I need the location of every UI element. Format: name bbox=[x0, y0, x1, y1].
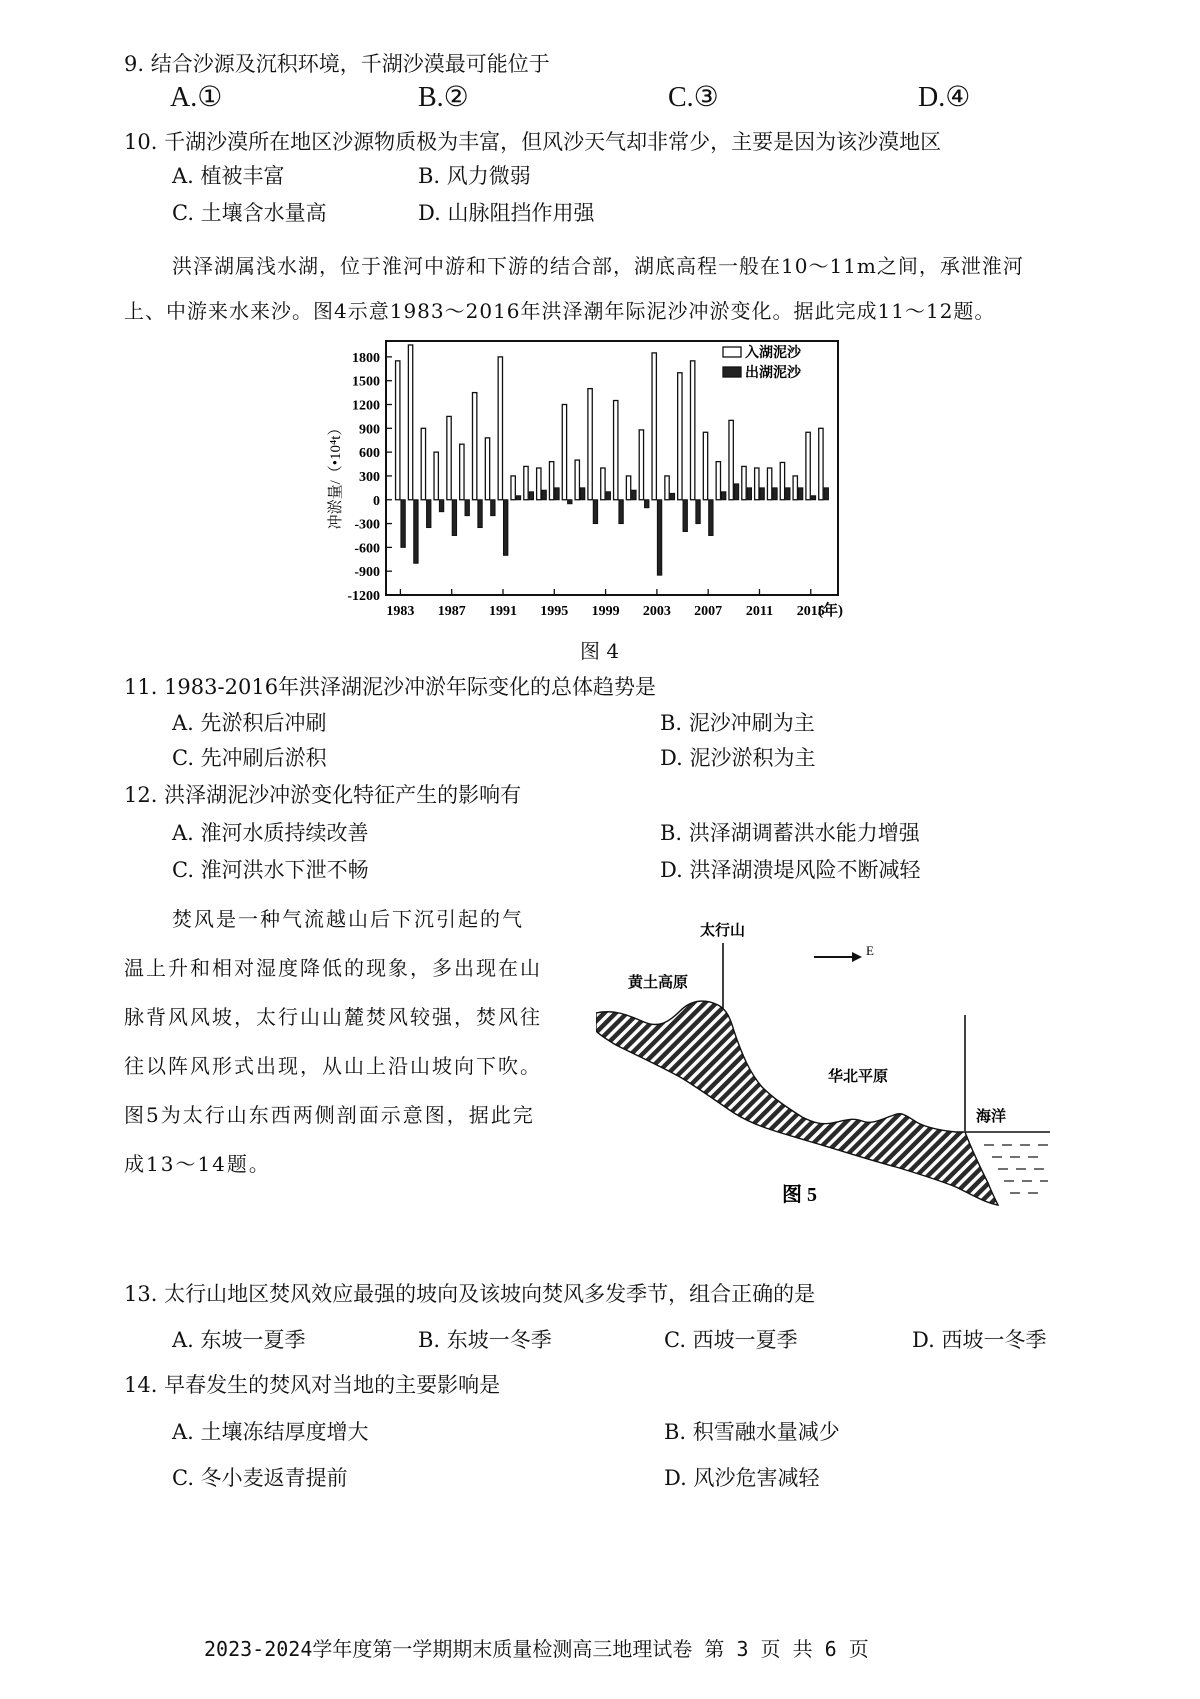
x-tick-label: 2011 bbox=[745, 604, 774, 619]
legend-label-out: 出湖泥沙 bbox=[745, 366, 801, 381]
bar-in-1989 bbox=[472, 393, 476, 500]
y-tick-label: 1500 bbox=[352, 374, 380, 390]
bar-in-1985 bbox=[421, 428, 425, 499]
east-arrow-label: E bbox=[866, 943, 874, 958]
bar-out-2005 bbox=[683, 500, 687, 532]
q14-option-b: B. 积雪融水量减少 bbox=[664, 1420, 840, 1444]
bar-out-2002 bbox=[645, 500, 649, 508]
x-tick-label: 1983 bbox=[386, 604, 415, 619]
bar-out-2004 bbox=[670, 493, 674, 499]
bar-in-1993 bbox=[524, 466, 528, 499]
bar-out-1990 bbox=[491, 500, 495, 516]
bar-in-2012 bbox=[767, 468, 771, 500]
bar-out-2008 bbox=[722, 492, 726, 500]
east-arrow-head bbox=[852, 952, 862, 962]
bar-out-1986 bbox=[439, 500, 443, 512]
bar-out-2007 bbox=[709, 500, 713, 536]
bar-out-1999 bbox=[606, 492, 610, 500]
passage1-line2: 上、中游来水来沙。图4示意1983～2016年洪泽潮年际泥沙冲淤变化。据此完成11～12题。 bbox=[124, 299, 996, 323]
label-taihang: 太行山 bbox=[700, 923, 746, 939]
q10-option-b: B. 风力微弱 bbox=[418, 164, 531, 188]
bar-in-2005 bbox=[678, 373, 682, 500]
bar-out-1997 bbox=[580, 488, 584, 500]
bar-in-1990 bbox=[485, 438, 489, 500]
q14-option-a: A. 土壤冻结厚度增大 bbox=[172, 1420, 369, 1444]
y-tick-label: 1800 bbox=[352, 350, 380, 366]
fig4-legend bbox=[723, 344, 802, 381]
bar-in-2006 bbox=[690, 361, 694, 500]
q12-stem: 12. 洪泽湖泥沙冲淤变化特征产生的影响有 bbox=[124, 783, 522, 807]
bar-out-1983 bbox=[401, 500, 405, 548]
bar-out-1991 bbox=[504, 500, 508, 556]
fig4-caption: 图 4 bbox=[580, 639, 620, 663]
passage1-line1: 洪泽湖属浅水湖，位于淮河中游和下游的结合部，湖底高程一般在10～11m之间，承泄淮河 bbox=[172, 254, 1024, 278]
q12-option-a: A. 淮河水质持续改善 bbox=[172, 821, 369, 845]
bar-out-2014 bbox=[798, 488, 802, 500]
q14-stem: 14. 早春发生的焚风对当地的主要影响是 bbox=[124, 1373, 501, 1397]
x-tick-label: 2003 bbox=[642, 604, 671, 619]
bar-out-1989 bbox=[478, 500, 482, 528]
q11-option-d: D. 泥沙淤积为主 bbox=[660, 746, 816, 770]
bar-out-2000 bbox=[619, 500, 623, 524]
x-tick-label: 1995 bbox=[540, 604, 569, 619]
bar-in-2015 bbox=[806, 432, 810, 499]
bar-in-1991 bbox=[498, 357, 502, 500]
q10-option-c: C. 土壤含水量高 bbox=[172, 201, 327, 225]
bar-out-2013 bbox=[786, 488, 790, 500]
passage2-line4: 往以阵风形式出现，从山上沿山坡向下吹。 bbox=[124, 1054, 542, 1078]
x-tick-label: 1999 bbox=[591, 604, 620, 619]
bar-out-1998 bbox=[593, 500, 597, 524]
q13-option-c: C. 西坡一夏季 bbox=[664, 1328, 798, 1352]
y-tick-label: -600 bbox=[354, 541, 380, 557]
bar-in-2014 bbox=[793, 476, 797, 500]
bar-out-1992 bbox=[516, 496, 520, 500]
bar-out-2011 bbox=[760, 488, 764, 500]
y-tick-label: 0 bbox=[373, 493, 380, 509]
bar-out-2016 bbox=[824, 488, 828, 500]
ocean-waves bbox=[984, 1145, 1048, 1193]
bar-in-2001 bbox=[626, 476, 630, 500]
bar-in-1987 bbox=[447, 416, 451, 499]
passage2-line5: 图5为太行山东西两侧剖面示意图，据此完 bbox=[124, 1103, 535, 1127]
page-footer: 2023-2024学年度第一学期期末质量检测高三地理试卷 第 3 页 共 6 页 bbox=[204, 1637, 869, 1661]
bar-in-2009 bbox=[729, 420, 733, 499]
bar-out-2001 bbox=[632, 490, 636, 500]
q9-option-b: B.② bbox=[418, 82, 469, 113]
bar-in-1988 bbox=[460, 444, 464, 500]
bar-out-1996 bbox=[568, 500, 572, 504]
y-tick-label: 600 bbox=[359, 446, 380, 462]
bar-out-2003 bbox=[657, 500, 661, 575]
fig5-caption: 图 5 bbox=[782, 1184, 817, 1206]
bar-out-2012 bbox=[773, 488, 777, 500]
q10-option-a: A. 植被丰富 bbox=[172, 164, 285, 188]
q12-option-b: B. 洪泽湖调蓄洪水能力增强 bbox=[660, 821, 920, 845]
y-tick-label: 1200 bbox=[352, 398, 380, 414]
terrain-profile bbox=[596, 1001, 998, 1205]
label-ocean: 海洋 bbox=[976, 1109, 1007, 1125]
q11-option-b: B. 泥沙冲刷为主 bbox=[660, 711, 815, 735]
y-tick-label: -300 bbox=[354, 517, 380, 533]
bar-in-1992 bbox=[511, 476, 515, 500]
q13-stem: 13. 太行山地区焚风效应最强的坡向及该坡向焚风多发季节，组合正确的是 bbox=[124, 1282, 816, 1306]
legend-swatch-out bbox=[723, 367, 741, 377]
bar-in-1984 bbox=[408, 345, 412, 500]
q10-stem: 10. 千湖沙漠所在地区沙源物质极为丰富，但风沙天气却非常少，主要是因为该沙漠地区 bbox=[124, 130, 942, 154]
bar-in-1996 bbox=[562, 405, 566, 500]
q13-option-b: B. 东坡一冬季 bbox=[418, 1328, 552, 1352]
y-tick-label: 300 bbox=[359, 469, 380, 485]
bar-in-1998 bbox=[588, 389, 592, 500]
bar-out-2015 bbox=[811, 496, 815, 500]
bar-in-2016 bbox=[819, 428, 823, 499]
bar-out-1984 bbox=[414, 500, 418, 564]
bar-in-2013 bbox=[780, 462, 784, 499]
bar-in-1999 bbox=[601, 468, 605, 500]
fig4-chart bbox=[318, 335, 858, 625]
bar-in-2010 bbox=[742, 466, 746, 499]
q9-option-c: C.③ bbox=[668, 82, 719, 113]
bar-in-2003 bbox=[652, 353, 656, 500]
q9-option-d: D.④ bbox=[918, 82, 971, 113]
x-tick-label: 2015 bbox=[796, 604, 825, 619]
bar-in-2008 bbox=[716, 462, 720, 500]
q11-stem: 11. 1983-2016年洪泽湖泥沙冲淤年际变化的总体趋势是 bbox=[124, 675, 657, 699]
bar-out-2009 bbox=[734, 484, 738, 500]
q13-option-d: D. 西坡一冬季 bbox=[912, 1328, 1047, 1352]
y-tick-label: -1200 bbox=[347, 589, 380, 604]
bar-in-2004 bbox=[665, 476, 669, 500]
x-tick-label: 2007 bbox=[694, 604, 723, 619]
bar-in-2011 bbox=[755, 468, 759, 500]
bar-in-1986 bbox=[434, 452, 438, 500]
fig5-diagram bbox=[596, 905, 1050, 1235]
q11-option-c: C. 先冲刷后淤积 bbox=[172, 746, 327, 770]
q14-option-c: C. 冬小麦返青提前 bbox=[172, 1466, 348, 1490]
bar-out-1985 bbox=[427, 500, 431, 528]
q12-option-c: C. 淮河洪水下泄不畅 bbox=[172, 858, 369, 882]
x-tick-label: 1991 bbox=[489, 604, 517, 619]
bar-out-2006 bbox=[696, 500, 700, 524]
bar-in-2000 bbox=[614, 401, 618, 500]
y-tick-label: -900 bbox=[354, 565, 380, 581]
q14-option-d: D. 风沙危害减轻 bbox=[664, 1466, 820, 1490]
passage2-line1: 焚风是一种气流越山后下沉引起的气 bbox=[172, 907, 524, 931]
bar-out-1987 bbox=[452, 500, 456, 536]
fig4-unit-label: (年) bbox=[818, 603, 843, 619]
y-tick-label: 900 bbox=[359, 422, 380, 438]
bar-in-1995 bbox=[549, 462, 553, 500]
bar-out-1988 bbox=[465, 500, 469, 516]
bar-out-2010 bbox=[747, 488, 751, 500]
passage2-line3: 脉背风风坡，太行山山麓焚风较强，焚风往 bbox=[124, 1005, 542, 1029]
passage2-line6: 成13～14题。 bbox=[124, 1152, 271, 1176]
q10-option-d: D. 山脉阻挡作用强 bbox=[418, 201, 595, 225]
q9-option-a: A.① bbox=[170, 82, 223, 113]
legend-swatch-in bbox=[723, 347, 741, 357]
fig4-ylabel: 冲淤量/（•10⁴t） bbox=[328, 420, 344, 530]
q12-option-d: D. 洪泽湖溃堤风险不断减轻 bbox=[660, 858, 921, 882]
q13-option-a: A. 东坡一夏季 bbox=[172, 1328, 306, 1352]
bar-out-1993 bbox=[529, 492, 533, 500]
label-north-china-plain: 华北平原 bbox=[828, 1069, 889, 1085]
bar-in-1994 bbox=[537, 468, 541, 500]
q11-option-a: A. 先淤积后冲刷 bbox=[172, 711, 327, 735]
legend-label-in: 入湖泥沙 bbox=[745, 346, 801, 361]
bar-in-2007 bbox=[703, 432, 707, 499]
label-loess-plateau: 黄土高原 bbox=[628, 975, 689, 991]
q9-stem: 9. 结合沙源及沉积环境，千湖沙漠最可能位于 bbox=[124, 52, 550, 76]
bar-in-2002 bbox=[639, 430, 643, 500]
bar-out-1995 bbox=[555, 488, 559, 500]
bar-out-1994 bbox=[542, 490, 546, 500]
bar-in-1997 bbox=[575, 460, 579, 500]
x-tick-label: 1987 bbox=[437, 604, 466, 619]
passage2-line2: 温上升和相对湿度降低的现象，多出现在山 bbox=[124, 956, 542, 980]
bar-in-1983 bbox=[396, 361, 400, 500]
